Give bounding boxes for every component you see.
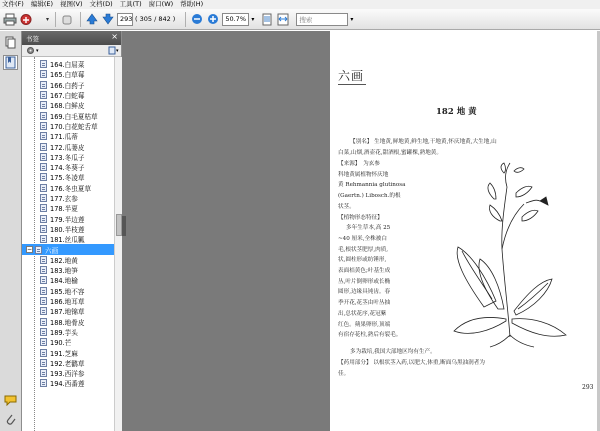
bookmark-item[interactable] [22, 234, 114, 244]
bookmark-label: 171.瓜蒂 [50, 133, 78, 142]
bookmark-label: 176.冬虫夏草 [50, 184, 92, 193]
bookmark-page-icon [40, 379, 47, 387]
bookmark-label: 172.瓜蒌皮 [50, 143, 85, 152]
bookmark-page-icon [40, 266, 47, 274]
menu-edit[interactable]: 编辑(E) [30, 0, 53, 8]
bookmark-label: 186.地耳草 [50, 298, 85, 307]
search-input[interactable]: 搜索 [296, 13, 348, 26]
body-text-line: ~40 厘米,全株被白 [338, 235, 387, 242]
alias-line-1: 【别名】 生地黄,鲜地黄,鲜生地,干地黄,怀庆地黄,大生地,山 [350, 139, 497, 145]
bookmark-item[interactable] [22, 296, 114, 306]
body-text-line: 红色。蒴果卵形,顶端 [338, 321, 391, 328]
bookmark-label: 174.冬葵子 [50, 164, 85, 173]
medicinal-line-2: 佳。 [338, 371, 350, 377]
bookmark-page-icon [40, 153, 47, 161]
bookmark-item[interactable] [22, 378, 114, 388]
bookmark-label: 169.白毛夏枯草 [50, 112, 98, 121]
bookmark-label: 170.白花蛇舌草 [50, 122, 98, 131]
bookmark-item[interactable] [22, 255, 114, 265]
bookmark-page-icon [40, 349, 47, 357]
navigation-rail [0, 31, 22, 431]
body-text-line: 多年生草本,高 25 [346, 225, 391, 232]
bookmark-item[interactable] [22, 162, 114, 172]
gear-icon [26, 46, 35, 55]
bookmark-label: 173.冬瓜子 [50, 153, 85, 162]
bookmark-label: 175.冬凌草 [50, 174, 85, 183]
menu-window[interactable]: 窗口(W) [148, 0, 174, 8]
bookmark-label: 179.半边莲 [50, 215, 85, 224]
page-number-input[interactable]: 293 [117, 13, 133, 26]
search-dropdown-icon[interactable]: ▾ [350, 15, 354, 23]
share-icon [19, 13, 33, 26]
arrow-down-icon [102, 13, 114, 25]
bookmark-label: 189.芋头 [50, 328, 78, 337]
bookmark-item[interactable] [22, 111, 114, 121]
bookmark-item[interactable] [22, 368, 114, 378]
body-text-line: 表面桔黄色;叶基生成 [338, 268, 391, 274]
bookmark-label: 165.白草莓 [50, 71, 85, 80]
body-text-line: 圆形,边缘具钝齿。春 [338, 289, 391, 296]
bookmark-page-icon [40, 287, 47, 295]
previous-page-button[interactable] [85, 11, 99, 28]
menu-help[interactable]: 帮助(H) [180, 0, 204, 8]
bookmarks-panel-title: 书签 [26, 34, 39, 43]
toolbar-divider [55, 12, 56, 27]
bookmark-page-icon [40, 112, 47, 120]
bookmark-page-icon [40, 328, 47, 336]
zoom-out-button[interactable] [190, 11, 204, 28]
menu-file[interactable]: 文件(F) [2, 0, 24, 8]
fit-page-button[interactable] [260, 11, 274, 28]
bookmarks-button[interactable] [3, 55, 18, 70]
collapse-icon[interactable]: − [27, 246, 33, 254]
bookmarks-scrollbar[interactable] [114, 57, 122, 431]
fit-width-icon [277, 13, 289, 26]
bookmark-label: 164.白屈菜 [50, 61, 85, 70]
new-bookmark-icon [108, 46, 116, 55]
bookmark-page-icon [40, 369, 47, 377]
printer-icon [3, 13, 17, 26]
bookmark-item[interactable] [22, 358, 114, 368]
comment-icon [4, 395, 17, 406]
bookmarks-tree [22, 57, 114, 431]
hand-icon [60, 13, 74, 26]
bookmark-item[interactable] [22, 141, 114, 151]
bookmarks-panel-header [22, 31, 121, 45]
entry-title: 182 地 黄 [436, 107, 477, 117]
bookmark-page-icon [40, 276, 47, 284]
menu-document[interactable]: 文档(D) [89, 0, 113, 8]
section-heading: 六画 [338, 69, 365, 83]
menu-tools[interactable]: 工具(T) [119, 0, 142, 8]
bookmark-label: 194.西番莲 [50, 380, 85, 389]
bookmark-page-icon [40, 194, 47, 202]
body-text-line: 季开花,花茎由叶丛抽 [338, 300, 391, 307]
body-text-line: 状茎。 [338, 203, 355, 210]
bookmark-item[interactable] [22, 306, 114, 316]
bookmarks-panel [22, 31, 122, 431]
toolbar-divider [80, 12, 81, 27]
bookmark-item[interactable] [22, 80, 114, 90]
bookmark-page-icon [40, 204, 47, 212]
zoom-in-button[interactable] [206, 11, 220, 28]
heading-rule [338, 84, 366, 85]
menu-bar [0, 0, 600, 9]
bookmark-item[interactable] [22, 183, 114, 193]
page-number-footer: 293 [582, 384, 594, 391]
zoom-dropdown-icon[interactable]: ▾ [251, 15, 255, 23]
body-text-line: 毛,根状茎肥厚,肉质, [338, 246, 389, 253]
bookmark-page-icon [40, 91, 47, 99]
bookmark-item[interactable] [22, 100, 114, 110]
bookmark-label: 180.半枝莲 [50, 225, 85, 234]
bookmark-label: 191.芝麻 [50, 349, 78, 358]
body-text-line: 丛,叶片倒卵形或长椭 [338, 278, 391, 285]
bookmark-item[interactable] [22, 224, 114, 234]
bookmark-icon [5, 56, 16, 69]
new-bookmark-button[interactable] [108, 46, 119, 55]
next-page-button[interactable] [101, 11, 115, 28]
body-text-line: 黄 Rehmannia glutinosa [338, 182, 406, 189]
bookmark-page-icon [40, 132, 47, 140]
bookmark-page-icon [40, 215, 47, 223]
pages-button[interactable] [3, 35, 18, 50]
bookmark-page-icon [40, 173, 47, 181]
bookmark-item[interactable] [22, 317, 114, 327]
fit-width-button[interactable] [276, 11, 290, 28]
bookmark-page-icon [40, 184, 47, 192]
page-count: ( 305 / 842 ) [135, 15, 176, 23]
bookmark-label: 168.白鲜皮 [50, 102, 85, 111]
bookmark-item[interactable] [22, 337, 114, 347]
bookmark-page-icon [40, 60, 47, 68]
alias-line-2: 白菜,山烟,酒壶花,甜酒根,蜜罐棵,熟地黄。 [338, 150, 442, 156]
bookmark-item[interactable] [22, 152, 114, 162]
body-text-line: 科地黄属植物怀庆地 [338, 171, 389, 178]
paperclip-icon [5, 413, 16, 426]
bookmark-item[interactable] [22, 203, 114, 213]
bookmark-page-icon [40, 81, 47, 89]
bookmarks-toolbar [22, 45, 121, 57]
bookmark-group[interactable] [22, 244, 114, 254]
menu-view[interactable]: 视图(V) [60, 0, 83, 8]
bookmark-page-icon [40, 225, 47, 233]
bookmark-label: 185.地不容 [50, 287, 85, 296]
bookmark-label: 184.地榆 [50, 277, 78, 286]
bookmark-label: 183.地笋 [50, 267, 78, 276]
toolbar [0, 9, 600, 30]
attachments-button[interactable] [3, 412, 18, 427]
pages-icon [5, 36, 16, 49]
medicinal-line-1: 【药用部分】 以根状茎入药,以肥大,体重,断面乌黑油润者为 [338, 360, 485, 366]
bookmark-page-icon [40, 297, 47, 305]
body-text-line: 【来源】 为玄参 [338, 161, 380, 167]
bookmark-label: 167.白蛇莓 [50, 92, 85, 101]
bookmark-page-icon [40, 235, 47, 243]
bookmark-item[interactable] [22, 90, 114, 100]
bookmark-label: 六画 [45, 246, 59, 255]
share-dropdown[interactable] [35, 11, 49, 28]
comments-button[interactable] [3, 393, 18, 408]
chevron-down-icon: ▾ [45, 15, 49, 23]
share-button[interactable] [19, 11, 33, 28]
body-text-line: 出,总状花序,花冠紫 [338, 310, 387, 317]
bookmark-label: 177.玄参 [50, 195, 78, 204]
bookmark-item[interactable] [22, 193, 114, 203]
document-page [330, 31, 600, 431]
bookmark-label: 187.地锦草 [50, 308, 85, 317]
plant-illustration [444, 159, 584, 349]
bookmark-page-icon [40, 256, 47, 264]
body-text-line: 有宿存花柱,熟后有裂毛。 [338, 332, 402, 339]
bookmark-page-icon [40, 318, 47, 326]
bookmark-item[interactable] [22, 214, 114, 224]
bookmark-item[interactable] [22, 131, 114, 141]
bookmark-item[interactable] [22, 59, 114, 69]
options-button[interactable] [26, 46, 39, 55]
bookmark-page-icon [40, 163, 47, 171]
toolbar-divider [185, 12, 186, 27]
bookmark-label: 166.白药子 [50, 81, 85, 90]
bookmark-page-icon [40, 70, 47, 78]
splitter-handle[interactable] [122, 216, 126, 236]
bookmark-item[interactable] [22, 286, 114, 296]
body-text-line: 【植物形态特征】 [338, 214, 383, 221]
bookmark-page-icon [35, 246, 42, 254]
print-button[interactable] [3, 11, 17, 28]
bookmark-page-icon [40, 338, 47, 346]
bookmark-label: 190.芒 [50, 339, 72, 348]
chevron-down-icon: ▾ [36, 47, 39, 54]
fit-page-icon [261, 13, 273, 26]
bookmark-label: 192.老鹳草 [50, 359, 85, 368]
distribution-line: 多为栽培,我国大部地区均有生产。 [350, 349, 436, 355]
bookmark-item[interactable] [22, 121, 114, 131]
bookmark-item[interactable] [22, 327, 114, 337]
bookmark-item[interactable] [22, 172, 114, 182]
bookmark-page-icon [40, 307, 47, 315]
close-icon[interactable]: × [111, 32, 118, 41]
arrow-up-icon [86, 13, 98, 25]
zoom-out-icon [191, 13, 203, 25]
zoom-in-icon [207, 13, 219, 25]
bookmark-page-icon [40, 359, 47, 367]
chevron-down-icon: ▾ [116, 47, 119, 54]
bookmark-label: 181.丝瓜瓤 [50, 236, 85, 245]
bookmark-label: 193.西洋参 [50, 370, 85, 379]
bookmark-label: 188.地骨皮 [50, 318, 85, 327]
bookmark-item[interactable] [22, 265, 114, 275]
bookmark-page-icon [40, 122, 47, 130]
bookmark-item[interactable] [22, 347, 114, 357]
document-pane-background [122, 31, 330, 431]
bookmark-item[interactable] [22, 275, 114, 285]
body-text-line: 状,圆柱形或纺锤形, [338, 257, 387, 264]
bookmark-page-icon [40, 101, 47, 109]
hand-tool-button[interactable] [60, 11, 74, 28]
zoom-select[interactable]: 50.7% [222, 13, 249, 26]
bookmark-label: 182.地黄 [50, 256, 78, 265]
bookmark-label: 178.半夏 [50, 205, 78, 214]
bookmark-item[interactable] [22, 69, 114, 79]
bookmark-page-icon [40, 143, 47, 151]
body-text-line: (Gaertn.) Libosch.的根 [338, 193, 401, 200]
